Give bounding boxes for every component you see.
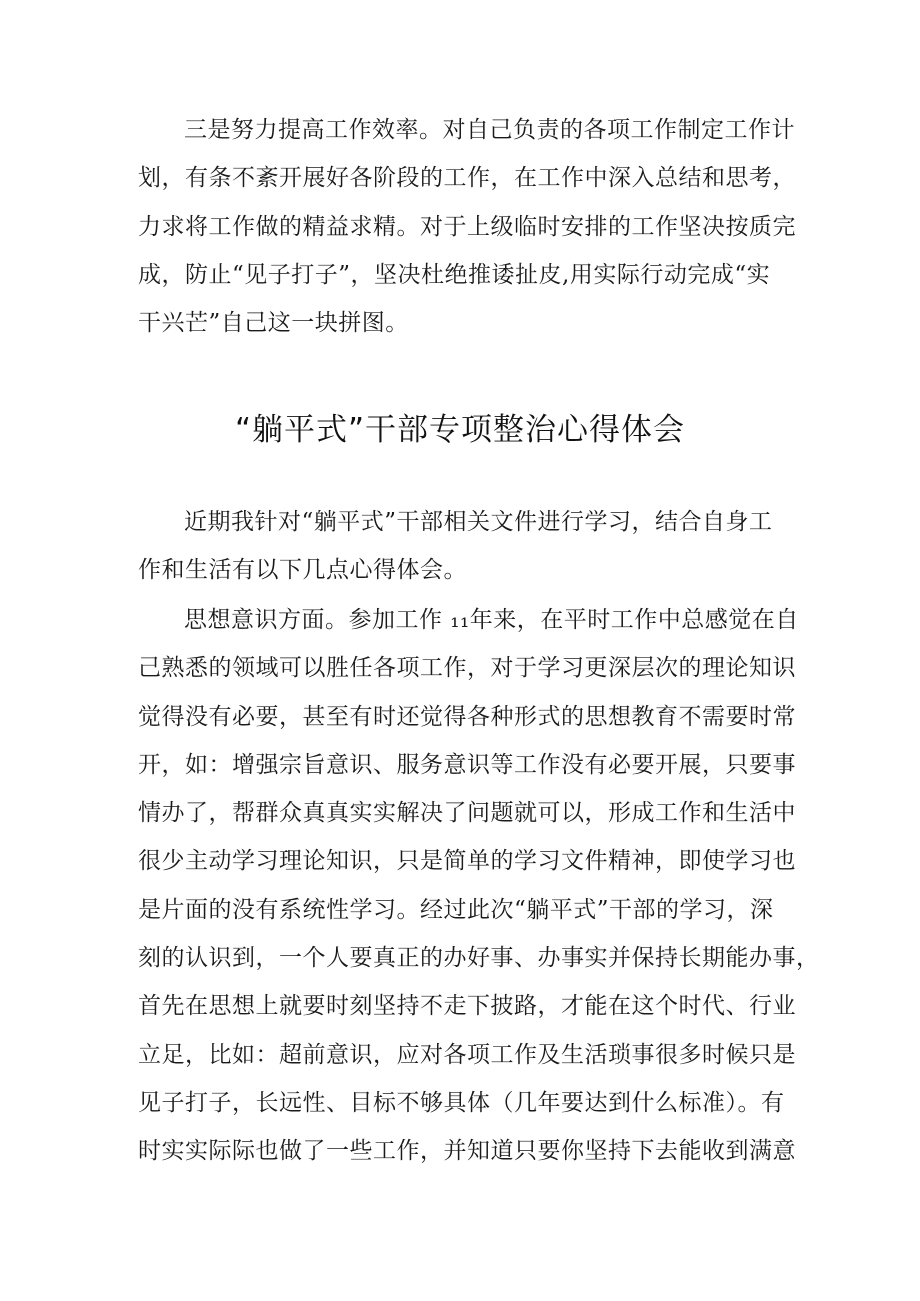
paragraph-line: 划，有条不紊开展好各阶段的工作，在工作中深入总结和思考， [138,165,796,192]
paragraph-line: 刻的认识到，一个人要真正的办好事、办事实并保持长期能办事， [138,945,820,972]
paragraph-line: 思想意识方面。参加工作 ₁₁年来，在平时工作中总感觉在自 [184,607,799,633]
paragraph-line: 干兴芒”自己这一块拼图。 [138,310,409,337]
paragraph-line: 力求将工作做的精益求精。对于上级临时安排的工作坚决按质完 [138,213,796,240]
paragraph-line: 成，防止“见子打子”，坚决杜绝推诿扯皮,用实际行动完成“实 [138,261,771,288]
paragraph-line: 立足，比如：超前意识，应对各项工作及生活琐事很多时候只是 [138,1041,796,1068]
paragraph-line: 作和生活有以下几点心得体会。 [138,557,467,584]
paragraph-line: 很少主动学习理论知识，只是简单的学习文件精神，即使学习也 [138,848,796,875]
paragraph-efficiency [138,106,798,347]
paragraph-line: 觉得没有必要，甚至有时还觉得各种形式的思想教育不需要时常 [138,703,796,730]
paragraph-line: 三是努力提高工作效率。对自己负责的各项工作制定工作计 [184,117,795,143]
paragraph-ideology [138,596,820,1176]
paragraph-line: 己熟悉的领域可以胜任各项工作，对于学习更深层次的理论知识 [138,655,796,682]
paragraph-intro [138,498,798,595]
paragraph-line: 首先在思想上就要时刻坚持不走下披路，才能在这个时代、行业 [138,993,796,1020]
document-title: “躺平式”干部专项整治心得体会 [234,412,686,448]
paragraph-line: 情办了，帮群众真真实实解决了问题就可以，形成工作和生活中 [138,800,796,827]
paragraph-line: 开，如：增强宗旨意识、服务意识等工作没有必要开展，只要事 [138,751,796,778]
paragraph-line: 见子打子，长远性、目标不够具体（几年要达到什么标准）。有 [138,1089,785,1116]
paragraph-line: 近期我针对“躺平式”干部相关文件进行学习，结合自身工 [184,509,773,535]
paragraph-line: 时实实际际也做了一些工作，并知道只要你坚持下去能收到满意 [138,1138,796,1165]
paragraph-line: 是片面的没有系统性学习。经过此次“躺平式”干部的学习，深 [138,896,774,923]
